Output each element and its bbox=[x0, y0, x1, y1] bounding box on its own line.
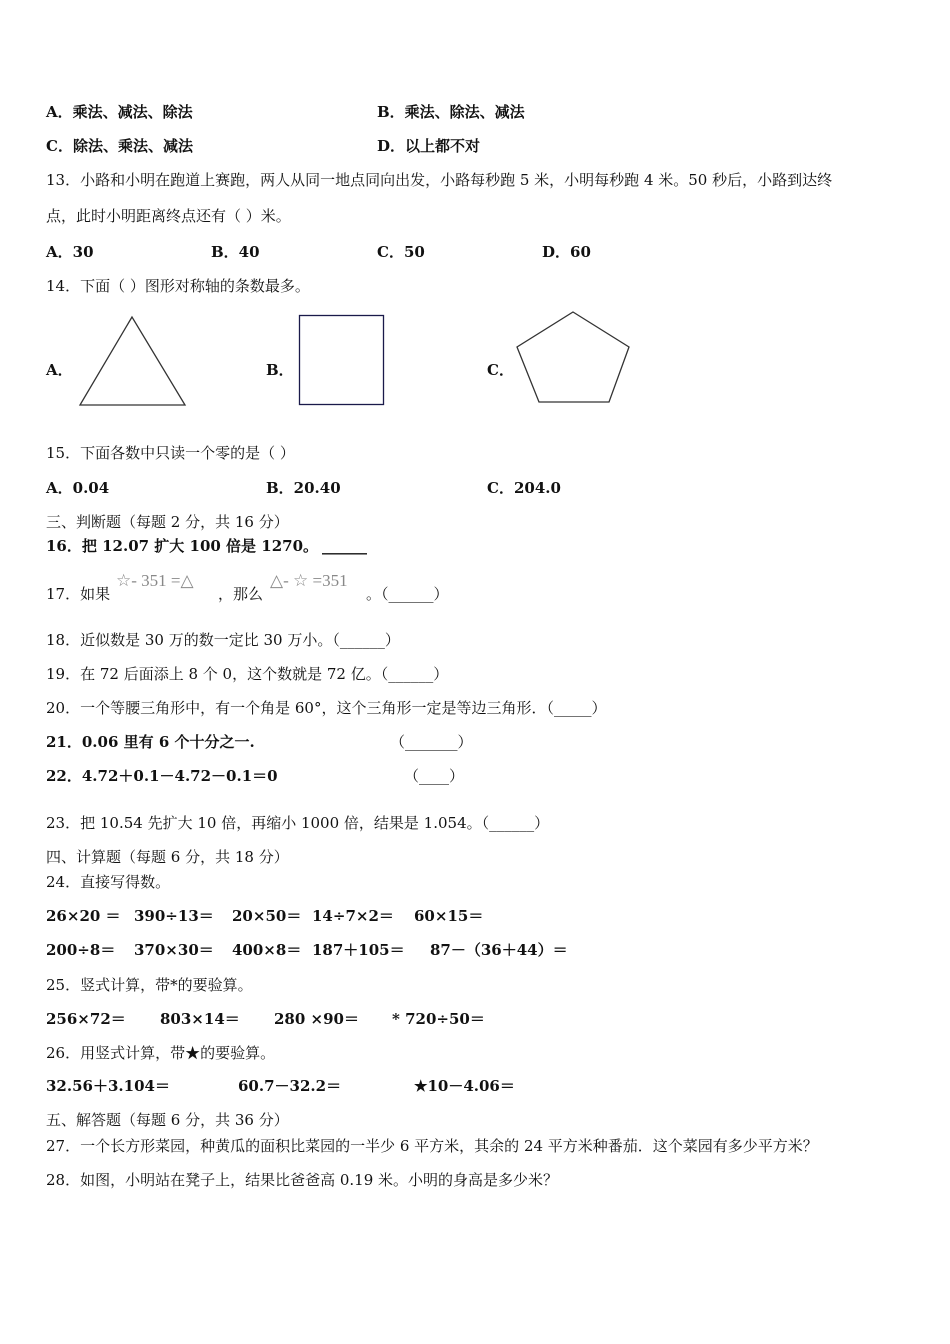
q17-suffix: 。（______） bbox=[366, 585, 449, 603]
pentagon-figure bbox=[514, 310, 634, 406]
q14-stem: 14．下面（ ）图形对称轴的条数最多。 bbox=[46, 277, 310, 295]
q24-item: 200÷8＝ bbox=[46, 941, 116, 959]
q18-text: 18．近似数是 30 万的数一定比 30 万小。（______） bbox=[46, 631, 400, 649]
q13-option-d: D．60 bbox=[542, 243, 591, 261]
q26-item: 32.56＋3.104＝ bbox=[46, 1077, 170, 1095]
q15-option-c: C．204.0 bbox=[487, 479, 561, 497]
q17-middle: ，那么 bbox=[218, 585, 264, 603]
q22-text: 22．4.72＋0.1－4.72－0.1＝0 bbox=[46, 767, 278, 785]
q25-stem: 25．竖式计算，带*的要验算。 bbox=[46, 976, 253, 994]
q14-label-c: C． bbox=[487, 361, 514, 379]
q24-item: 14÷7×2＝ bbox=[312, 907, 394, 925]
q14-label-b: B． bbox=[266, 361, 294, 379]
q12-option-d: D．以上都不对 bbox=[377, 137, 481, 155]
q20-text: 20．一个等腰三角形中，有一个角是 60°，这个三角形一定是等边三角形．（_____） bbox=[46, 699, 607, 717]
q25-item: 256×72＝ bbox=[46, 1010, 126, 1028]
q21-blank: （_______） bbox=[390, 733, 473, 751]
q26-stem: 26．用竖式计算，带★的要验算。 bbox=[46, 1044, 276, 1062]
q24-item: 60×15＝ bbox=[414, 907, 484, 925]
q13-option-b: B．40 bbox=[211, 243, 260, 261]
q14-label-a: A． bbox=[46, 361, 73, 379]
q28-text: 28．如图，小明站在凳子上，结果比爸爸高 0.19 米。小明的身高是多少米？ bbox=[46, 1171, 559, 1189]
q24-item: 87－（36＋44）＝ bbox=[430, 941, 568, 959]
q13-option-a: A．30 bbox=[46, 243, 94, 261]
q13-stem-line2: 点，此时小明距离终点还有（ ）米。 bbox=[46, 207, 291, 225]
triangle-figure bbox=[78, 316, 188, 408]
q24-item: 370×30＝ bbox=[134, 941, 214, 959]
square-figure bbox=[298, 314, 386, 407]
q12-option-c: C．除法、乘法、减法 bbox=[46, 137, 193, 155]
q13-stem-line1: 13．小路和小明在跑道上赛跑，两人从同一地点同向出发，小路每秒跑 5 米，小明每秒跑 4 米。50 秒后，小路到达终 bbox=[46, 171, 833, 189]
q25-item: 280 ×90＝ bbox=[274, 1010, 359, 1028]
q17-expression-2: △- ☆ =351 bbox=[270, 571, 348, 590]
q26-item: ★10－4.06＝ bbox=[414, 1077, 515, 1095]
q24-item: 400×8＝ bbox=[232, 941, 302, 959]
q22-blank: （____） bbox=[404, 767, 465, 785]
q15-option-a: A．0.04 bbox=[46, 479, 110, 497]
q16-blank: ______ bbox=[322, 537, 367, 555]
q15-option-b: B．20.40 bbox=[266, 479, 341, 497]
q17-expression-1: ☆- 351 =△ bbox=[116, 571, 194, 590]
q24-item: 187＋105＝ bbox=[312, 941, 405, 959]
q12-option-b: B．乘法、除法、减法 bbox=[377, 103, 525, 121]
q16-text: 16．把 12.07 扩大 100 倍是 1270。 bbox=[46, 537, 319, 555]
q24-item: 26×20 ＝ bbox=[46, 907, 121, 925]
section-3-heading: 三、判断题（每题 2 分，共 16 分） bbox=[46, 513, 289, 531]
q26-item: 60.7－32.2＝ bbox=[238, 1077, 342, 1095]
q24-item: 20×50＝ bbox=[232, 907, 302, 925]
q17-prefix: 17．如果 bbox=[46, 585, 111, 603]
q24-item: 390÷13＝ bbox=[134, 907, 214, 925]
q13-option-c: C．50 bbox=[377, 243, 425, 261]
q23-text: 23．把 10.54 先扩大 10 倍，再缩小 1000 倍，结果是 1.054。（______） bbox=[46, 814, 550, 832]
q21-text: 21．0.06 里有 6 个十分之一. bbox=[46, 733, 255, 751]
q19-text: 19．在 72 后面添上 8 个 0，这个数就是 72 亿。（______） bbox=[46, 665, 449, 683]
q15-stem: 15．下面各数中只读一个零的是（ ） bbox=[46, 444, 295, 462]
q27-text: 27．一个长方形菜园，种黄瓜的面积比菜园的一半少 6 平方米，其余的 24 平方米种番茄．这个菜园有多少平方米？ bbox=[46, 1137, 818, 1155]
q25-item: 803×14＝ bbox=[160, 1010, 240, 1028]
q12-option-a: A．乘法、减法、除法 bbox=[46, 103, 193, 121]
q25-item: * 720÷50＝ bbox=[392, 1010, 485, 1028]
section-5-heading: 五、解答题（每题 6 分，共 36 分） bbox=[46, 1111, 289, 1129]
section-4-heading: 四、计算题（每题 6 分，共 18 分） bbox=[46, 848, 289, 866]
q24-stem: 24．直接写得数。 bbox=[46, 873, 171, 891]
